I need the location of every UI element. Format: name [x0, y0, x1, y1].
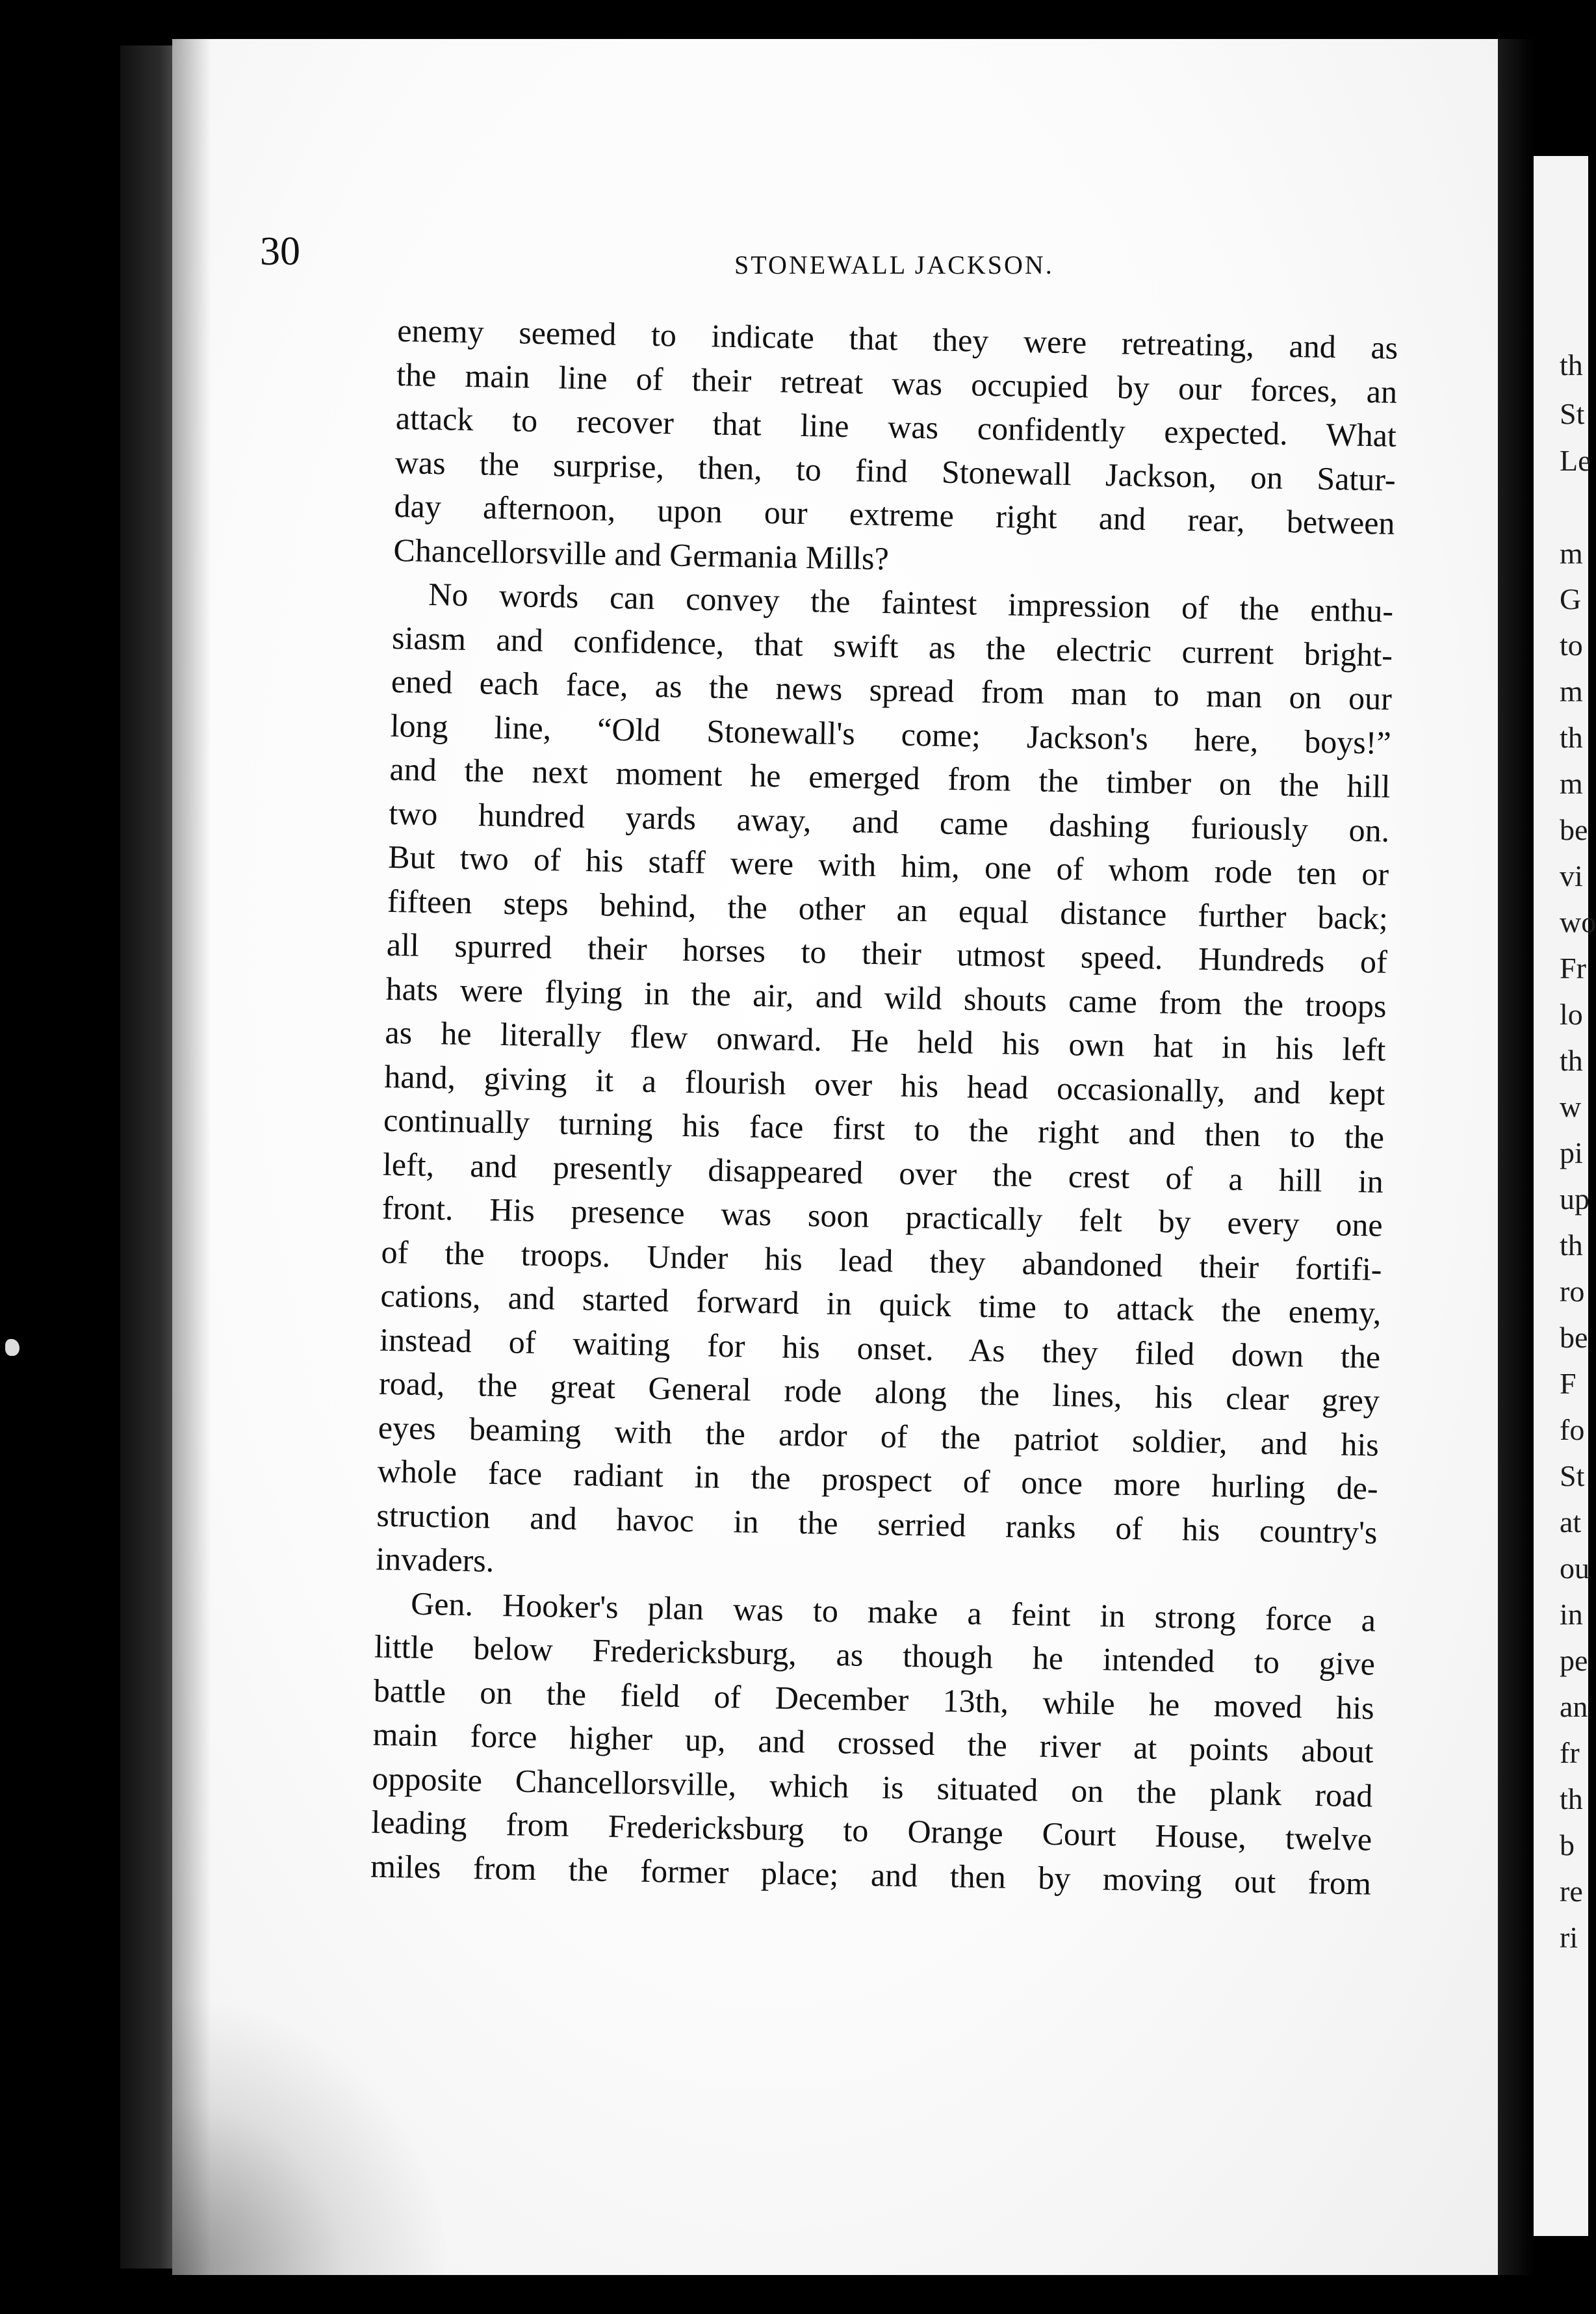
text-line: fifteen steps behind, the other an equal distance further back; — [387, 882, 1389, 937]
adjacent-page-fragment: F — [1560, 1367, 1577, 1400]
adjacent-page-fragment: ro — [1560, 1275, 1585, 1308]
adjacent-page-fragment: th — [1560, 1782, 1583, 1815]
text-line: as he literally flew onward. He held his own hat in his left — [385, 1013, 1386, 1068]
body-text — [370, 309, 1398, 1906]
adjacent-page-fragment: in — [1560, 1598, 1583, 1631]
adjacent-page-fragment: pi — [1560, 1136, 1583, 1169]
text-line: left, and presently disappeared over the crest of a hill in — [382, 1145, 1384, 1200]
text-line: siasm and confidence, that swift as the electric current bright- — [391, 619, 1393, 673]
adjacent-page-fragment: wo — [1560, 905, 1596, 939]
adjacent-page-fragment: th — [1560, 1044, 1583, 1077]
text-line: two hundred yards away, and came dashing furiously on. — [388, 794, 1390, 849]
adjacent-page-fragment: St — [1560, 397, 1585, 430]
adjacent-page-fragment: m — [1560, 675, 1583, 708]
adjacent-page-fragment: re — [1560, 1875, 1583, 1908]
scan-speck — [5, 1339, 19, 1356]
adjacent-page-fragment: fr — [1560, 1736, 1580, 1769]
adjacent-page-fragment: pe — [1560, 1644, 1588, 1677]
text-line: Chancellorsville and Germania Mills? — [393, 531, 890, 577]
text-line: instead of waiting for his onset. As they filed down the — [379, 1321, 1381, 1375]
text-line: Gen. Hooker's plan was to make a feint in strong force a — [410, 1585, 1376, 1639]
text-line: No words can convey the faintest impression of the enthu- — [428, 575, 1394, 629]
adjacent-page-fragment: ri — [1560, 1921, 1578, 1954]
adjacent-page-fragment: th — [1560, 1228, 1583, 1262]
adjacent-page-fragment: m — [1560, 767, 1583, 800]
adjacent-page-fragment: w — [1560, 1090, 1582, 1123]
page-number: 30 — [260, 229, 300, 274]
text-line: and the next moment he emerged from the timber on the hill — [389, 750, 1391, 805]
text-line: attack to recover that line was confidently expected. What — [395, 399, 1397, 454]
text-line: invaders. — [375, 1540, 495, 1579]
text-line: of the troops. Under his lead they abandoned their fortifi- — [381, 1233, 1382, 1288]
text-line: hats were flying in the air, and wild shouts came from the troops — [385, 970, 1387, 1024]
text-line: front. His presence was soon practically felt by every one — [381, 1189, 1384, 1243]
adjacent-page-fragment: lo — [1560, 998, 1583, 1031]
adjacent-page-fragment: b — [1560, 1828, 1575, 1862]
adjacent-page-fragment: St — [1560, 1459, 1585, 1492]
adjacent-page-fragment: ou — [1560, 1552, 1590, 1585]
text-line: eyes beaming with the ardor of the patriot soldier, and his — [378, 1409, 1380, 1463]
text-line: long line, “Old Stonewall's come; Jackson's here, boys!” — [390, 707, 1392, 761]
text-line: all spurred their horses to their utmost speed. Hundreds of — [386, 926, 1388, 980]
text-line: hand, giving it a flourish over his head occasionally, and kept — [383, 1058, 1385, 1112]
text-line: continually turning his face first to the right and then to the — [383, 1101, 1385, 1156]
text-line: the main line of their retreat was occupied by our forces, an — [396, 356, 1398, 410]
adjacent-page-fragment: be — [1560, 813, 1588, 846]
page-gutter — [1498, 39, 1534, 2275]
text-line: main force higher up, and crossed the river at points about — [372, 1715, 1374, 1770]
adjacent-page-fragment: an — [1560, 1690, 1588, 1723]
adjacent-page-fragment: Fr — [1560, 952, 1586, 985]
text-line: leading from Fredericksburg to Orange Court House, twelve — [370, 1803, 1372, 1858]
text-line: whole face radiant in the prospect of once more hurling de- — [377, 1452, 1379, 1507]
text-line: road, the great General rode along the lines, his clear grey — [378, 1364, 1380, 1419]
text-line: struction and havoc in the serried ranks of his country's — [376, 1496, 1378, 1551]
adjacent-page-fragment: th — [1560, 721, 1583, 754]
text-line: battle on the field of December 13th, while he moved his — [373, 1672, 1375, 1726]
text-line: miles from the former place; and then by moving out from — [370, 1847, 1372, 1902]
adjacent-page-fragment: G — [1560, 582, 1582, 616]
text-line: day afternoon, upon our extreme right and rear, between — [394, 487, 1395, 541]
running-head: STONEWALL JACKSON. — [734, 250, 1054, 280]
text-line: little below Fredericksburg, as though he intended to give — [374, 1628, 1376, 1682]
text-line: ened each face, as the news spread from man to man on our — [391, 662, 1393, 717]
text-line: opposite Chancellorsville, which is situated on the plank road — [372, 1760, 1373, 1814]
adjacent-page-edge — [1534, 156, 1596, 2236]
adjacent-page-fragment: to — [1560, 629, 1583, 662]
text-line: was the surprise, then, to find Stonewall Jackson, on Satur- — [394, 443, 1396, 498]
adjacent-page-fragment: be — [1560, 1321, 1588, 1354]
adjacent-page-fragment: at — [1560, 1505, 1582, 1539]
adjacent-page-fragment: vi — [1560, 859, 1583, 892]
text-line: cations, and started forward in quick time to attack the enemy, — [380, 1277, 1382, 1331]
adjacent-page-fragment: th — [1560, 348, 1583, 382]
adjacent-page-fragment: up — [1560, 1182, 1590, 1216]
adjacent-page-fragment: m — [1560, 537, 1583, 570]
adjacent-page-fragment: fo — [1560, 1413, 1585, 1446]
adjacent-page-fragment: Le — [1560, 444, 1591, 477]
text-line: But two of his staff were with him, one of whom rode ten or — [387, 838, 1389, 892]
text-line: enemy seemed to indicate that they were retreating, and as — [396, 311, 1398, 366]
